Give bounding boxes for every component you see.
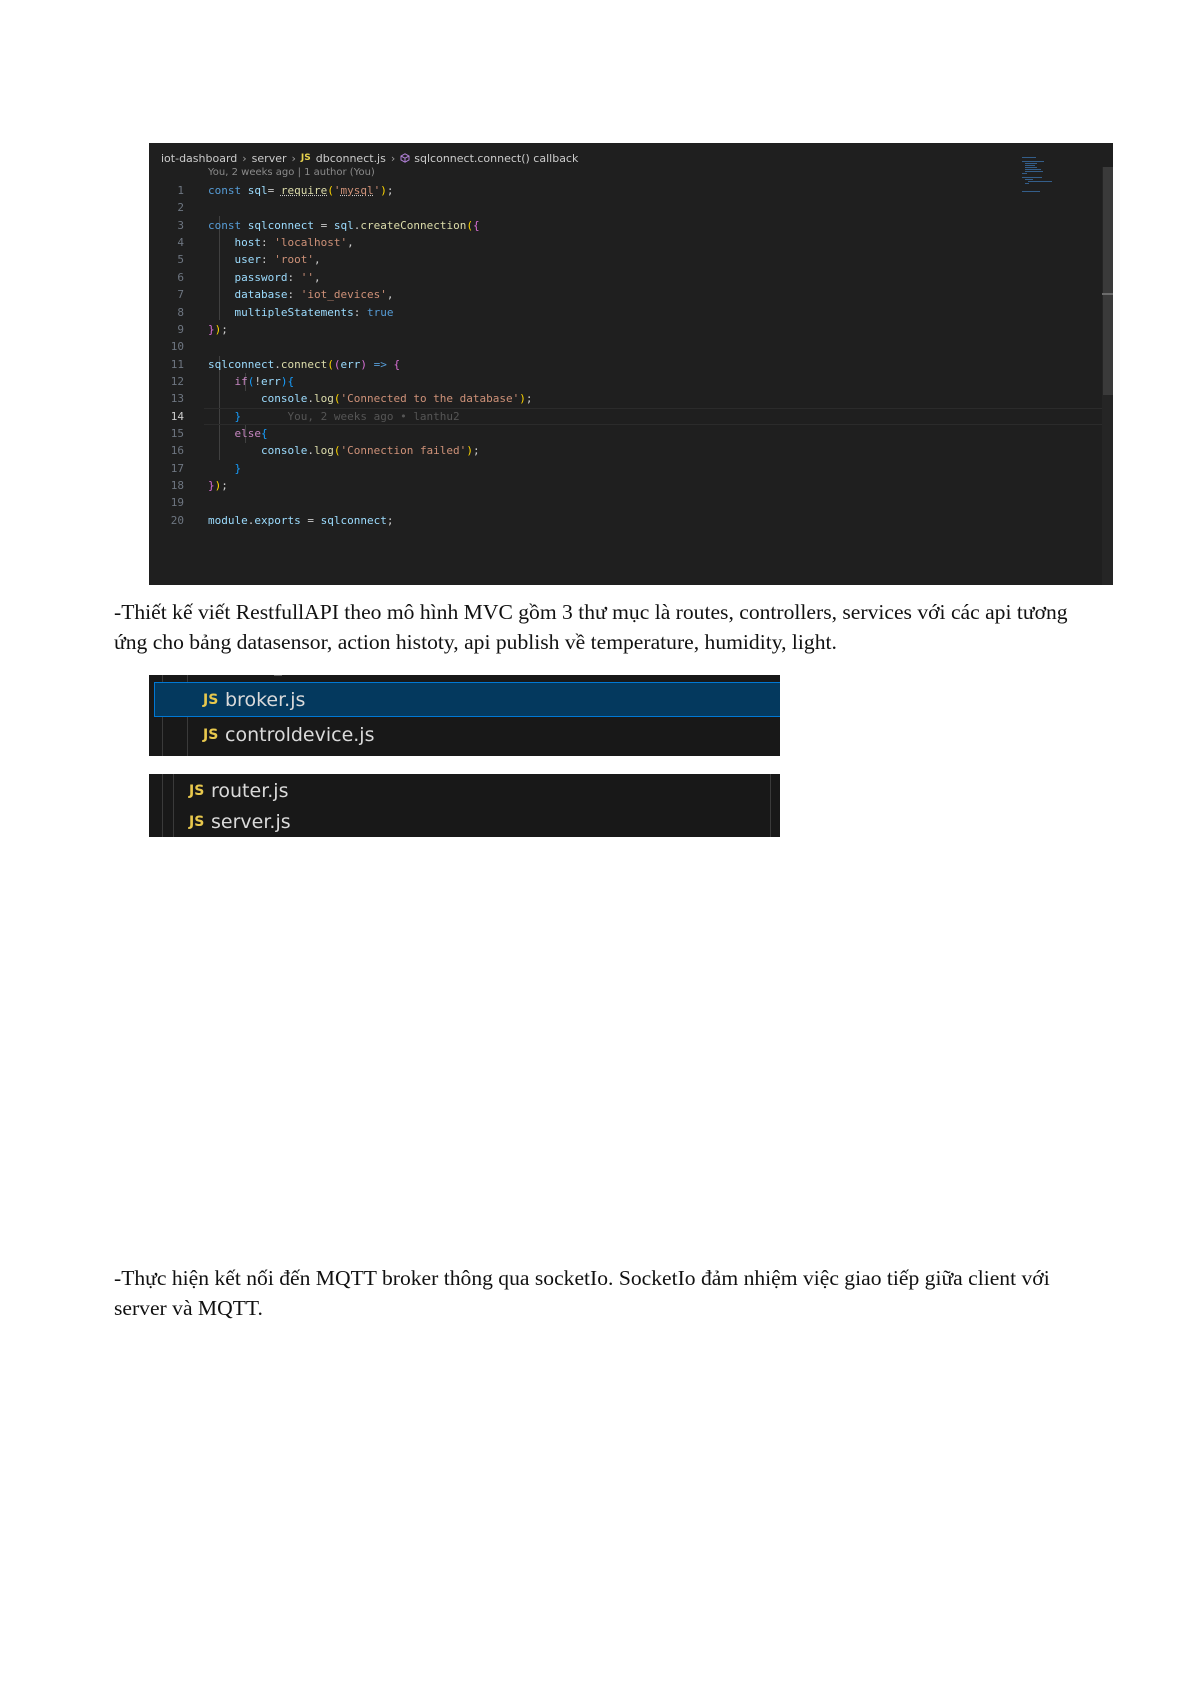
file-name: server.js: [211, 811, 291, 833]
scrolled-row-remnant: [274, 675, 282, 676]
chevron-right-icon: ›: [390, 151, 396, 165]
breadcrumb-file[interactable]: dbconnect.js: [315, 151, 386, 165]
file-row-server[interactable]: [149, 807, 780, 837]
code-line: 3 const sqlconnect = sql.createConnection({: [177, 218, 480, 232]
code-line: 18 });: [170, 479, 228, 493]
code-line: 8 multipleStatements: true: [177, 305, 394, 319]
code-line: 17 }: [170, 461, 242, 475]
file-name: controldevice.js: [225, 723, 375, 746]
file-row-broker[interactable]: [155, 683, 780, 716]
code-line: 6 password: '',: [177, 270, 321, 284]
js-file-icon: JS: [203, 726, 219, 743]
code-line: 16 console.log('Connection failed');: [170, 444, 480, 458]
code-line: 9 });: [177, 322, 228, 336]
code-line: 2: [177, 201, 184, 215]
code-line: 15 else{: [170, 427, 268, 441]
paragraph-restful-api: -Thiết kế viết RestfullAPI theo mô hình MVC gồm 3 thư mục là routes, controllers, services với các api tương ứng cho bảng datasensor, action histoty, api publish về temperature, humidity, light.: [114, 600, 1068, 654]
method-cube-icon: [400, 153, 410, 163]
file-name: router.js: [211, 780, 289, 802]
code-line: 7 database: 'iot_devices',: [177, 288, 394, 302]
js-file-icon: JS: [203, 691, 219, 708]
vertical-scrollbar[interactable]: [1102, 167, 1113, 585]
code-line: 13 console.log('Connected to the database');: [170, 392, 533, 406]
code-line: 11 sqlconnect.connect((err) => {: [170, 357, 401, 371]
minimap[interactable]: [1022, 157, 1062, 197]
file-row-router[interactable]: [149, 776, 780, 806]
chevron-right-icon: ›: [291, 151, 296, 165]
js-file-icon: JS: [300, 153, 311, 163]
code-line: 10: [170, 340, 184, 354]
code-editor-screenshot: [149, 143, 1113, 585]
file-explorer-screenshot-2: [149, 774, 780, 837]
breadcrumb-symbol[interactable]: sqlconnect.connect() callback: [414, 151, 579, 165]
chevron-right-icon: ›: [242, 151, 247, 165]
file-row-controldevice[interactable]: [155, 718, 780, 751]
inline-blame: You, 2 weeks ago • lanthu2: [287, 409, 460, 423]
js-file-icon: JS: [189, 783, 205, 799]
code-line: 5 user: 'root',: [177, 253, 321, 267]
code-line: 20 module.exports = sqlconnect;: [170, 513, 394, 527]
code-line: 1 const sql= require('mysql');: [177, 184, 394, 197]
paragraph-mqtt-socketio: -Thực hiện kết nối đến MQTT broker thông qua socketIo. SocketIo đảm nhiệm việc giao tiếp giữa client với server và MQTT.: [114, 1266, 1050, 1320]
scrollbar-marker: [1102, 293, 1113, 295]
code-line: 12 if(!err){: [170, 374, 295, 388]
file-explorer-screenshot-1: [149, 675, 780, 756]
git-codelens[interactable]: You, 2 weeks ago | 1 author (You): [208, 167, 375, 178]
breadcrumb-subfolder[interactable]: server: [251, 151, 287, 165]
code-line-current: 14 } You, 2 weeks ago • lanthu2: [149, 408, 1049, 425]
file-name: broker.js: [225, 688, 306, 711]
breadcrumb: [161, 150, 578, 166]
breadcrumb-folder[interactable]: iot-dashboard: [161, 151, 238, 165]
scrollbar-thumb[interactable]: [1103, 167, 1113, 395]
js-file-icon: JS: [189, 814, 205, 830]
code-line: 4 host: 'localhost',: [177, 236, 354, 250]
code-area[interactable]: [149, 182, 1049, 529]
code-line: 19: [170, 496, 184, 510]
